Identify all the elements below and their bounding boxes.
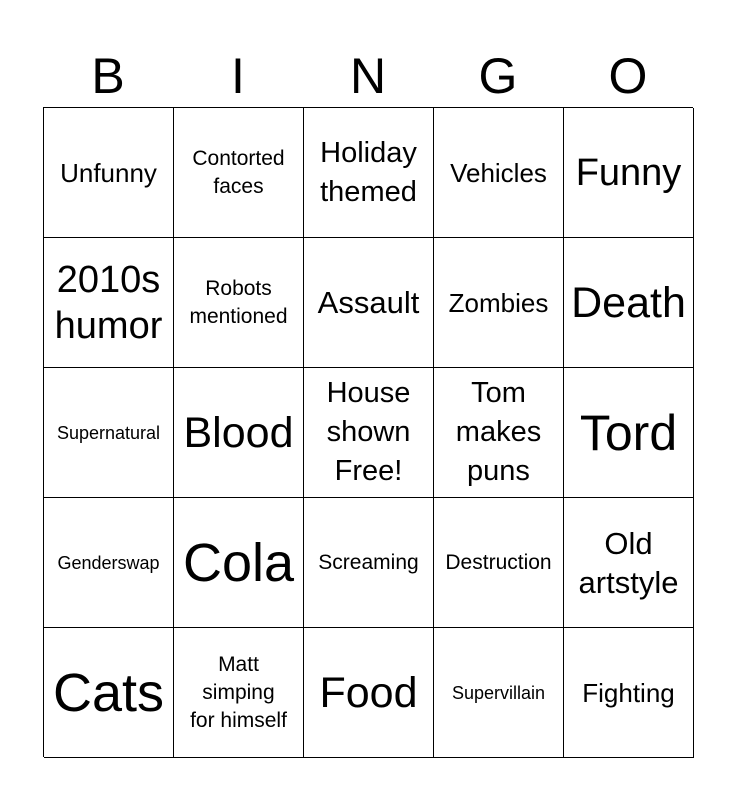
bingo-cell[interactable] (434, 108, 564, 238)
cell-label: Screaming (318, 550, 419, 574)
bingo-cell[interactable] (304, 498, 434, 628)
cell-label: Robots mentioned (189, 276, 288, 328)
bingo-cell[interactable] (44, 628, 174, 758)
bingo-cell[interactable] (174, 108, 304, 238)
cell-label: Holiday themed (320, 136, 417, 208)
bingo-cell[interactable] (44, 498, 174, 628)
cell-label: Tord (579, 404, 678, 461)
cell-label: Old artstyle (578, 525, 679, 600)
cell-label: Blood (183, 408, 294, 457)
cell-label: Unfunny (60, 157, 157, 188)
bingo-header (43, 46, 693, 106)
cell-label: Destruction (445, 550, 552, 574)
cell-label: Zombies (448, 287, 549, 318)
bingo-cell[interactable] (564, 108, 694, 238)
cell-label: Genderswap (57, 552, 160, 573)
bingo-cell[interactable] (434, 628, 564, 758)
bingo-cell[interactable] (434, 238, 564, 368)
cell-label: Funny (575, 151, 682, 194)
header-letter-i: I (231, 48, 245, 104)
bingo-cell[interactable] (44, 108, 174, 238)
bingo-cell[interactable] (564, 238, 694, 368)
header-letter-b: B (91, 48, 125, 104)
cell-label: House shown Free! (326, 377, 411, 487)
cell-label: Tom makes puns (455, 377, 542, 487)
cell-label: Assault (317, 285, 420, 320)
header-letter-n: N (349, 48, 387, 104)
bingo-cell[interactable] (434, 368, 564, 498)
cell-label: Supernatural (56, 422, 161, 443)
bingo-cell[interactable] (304, 238, 434, 368)
bingo-cell[interactable] (174, 498, 304, 628)
cell-label: Contorted faces (192, 146, 285, 198)
bingo-cell[interactable] (44, 238, 174, 368)
bingo-grid (43, 107, 693, 757)
cell-label: Supervillain (451, 682, 546, 703)
bingo-cell[interactable] (44, 368, 174, 498)
bingo-cell[interactable] (434, 498, 564, 628)
bingo-cell[interactable] (304, 368, 434, 498)
cell-label: 2010s humor (54, 258, 163, 347)
header-letter-g: G (478, 48, 518, 104)
cell-label: Vehicles (450, 157, 547, 188)
cell-label: Death (571, 278, 686, 327)
bingo-cell[interactable] (174, 368, 304, 498)
cell-label: Fighting (582, 677, 675, 708)
cell-label: Matt simping for himself (190, 652, 287, 732)
cell-label: Cats (52, 662, 165, 723)
cell-label: Cola (182, 532, 295, 593)
bingo-cell[interactable] (174, 238, 304, 368)
bingo-cell[interactable] (564, 628, 694, 758)
bingo-cell[interactable] (174, 628, 304, 758)
bingo-cell[interactable] (304, 108, 434, 238)
cell-label: Food (319, 668, 418, 717)
bingo-cell[interactable] (564, 368, 694, 498)
bingo-cell[interactable] (564, 498, 694, 628)
bingo-cell[interactable] (304, 628, 434, 758)
header-letter-o: O (608, 48, 648, 104)
